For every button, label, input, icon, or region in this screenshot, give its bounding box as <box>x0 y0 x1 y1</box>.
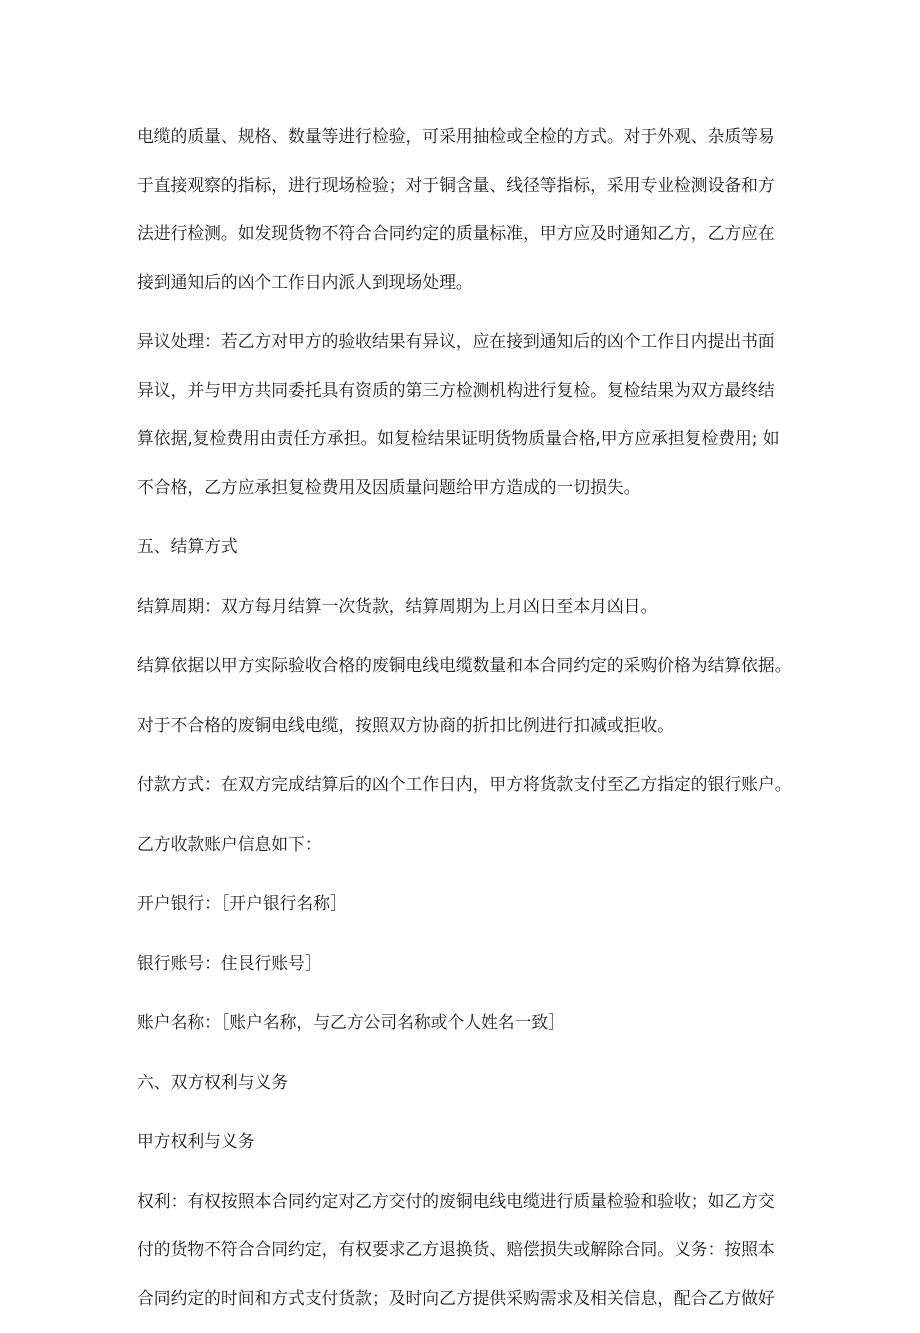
text-line: 电缆的质量、规格、数量等进行检验，可采用抽检或全检的方式。对于外观、杂质等易 <box>137 126 775 146</box>
text-line: 结算依据以甲方实际验收合格的废铜电线电缆数量和本合同约定的采购价格为结算依据。 <box>137 655 792 675</box>
settlement-basis-paragraph <box>137 641 797 690</box>
text-line: 算依据,复检费用由责任方承担。如复检结果证明货物质量合格,甲方应承担复检费用; 如 <box>137 428 780 448</box>
unqualified-goods-paragraph <box>137 701 797 750</box>
text-line: 法进行检测。如发现货物不符合合同约定的质量标准，甲方应及时通知乙方，乙方应在 <box>137 223 775 243</box>
text-line: 银行账号：住艮行账号］ <box>137 952 322 973</box>
document-body <box>137 112 797 1333</box>
bank-account-field <box>137 939 797 988</box>
settlement-period-paragraph <box>137 582 797 631</box>
party-a-rights-paragraph <box>137 1177 797 1323</box>
objection-paragraph <box>137 317 797 511</box>
section-heading-text: 五、结算方式 <box>137 536 238 556</box>
subheading-text: 甲方权利与义务 <box>137 1131 255 1151</box>
text-line: 合同约定的时间和方式支付货款；及时向乙方提供采购需求及相关信息，配合乙方做好 <box>137 1287 775 1308</box>
inspection-paragraph <box>137 112 797 306</box>
text-line: 结算周期：双方每月结算一次货款，结算周期为上月凶日至本月凶日。 <box>137 595 658 616</box>
text-line: 于直接观察的指标，进行现场检验；对于铜含量、线径等指标，采用专业检测设备和方 <box>137 174 775 195</box>
text-line: 不合格，乙方应承担复检费用及因质量问题给甲方造成的一切损失。 <box>137 476 641 497</box>
text-line: 付款方式：在双方完成结算后的凶个工作日内，甲方将货款支付至乙方指定的银行账户。 <box>137 774 792 794</box>
payment-method-paragraph <box>137 760 797 809</box>
text-line: 账户名称：［账户名称，与乙方公司名称或个人姓名一致］ <box>137 1012 565 1032</box>
section-heading-settlement <box>137 522 797 571</box>
text-line: 权利：有权按照本合同约定对乙方交付的废铜电线电缆进行质量检验和验收；如乙方交 <box>137 1190 775 1211</box>
account-info-intro <box>137 820 797 869</box>
account-name-field <box>137 998 797 1047</box>
text-line: 异议处理：若乙方对甲方的验收结果有异议，应在接到通知后的凶个工作日内提出书面 <box>137 331 775 351</box>
text-line: 异议，并与甲方共同委托具有资质的第三方检测机构进行复检。复检结果为双方最终结 <box>137 379 775 400</box>
text-line: 乙方收款账户信息如下： <box>137 833 322 854</box>
text-line: 对于不合格的废铜电线电缆，按照双方协商的折扣比例进行扣减或拒收。 <box>137 714 675 735</box>
text-line: 付的货物不符合合同约定，有权要求乙方退换货、赔偿损失或解除合同。义务：按照本 <box>137 1239 775 1259</box>
party-a-heading <box>137 1117 797 1166</box>
text-line: 开户银行：［开户银行名称］ <box>137 893 347 913</box>
section-heading-rights <box>137 1058 797 1107</box>
bank-name-field <box>137 879 797 928</box>
text-line: 接到通知后的凶个工作日内派人到现场处理。 <box>137 271 473 292</box>
section-heading-text: 六、双方权利与义务 <box>137 1071 289 1092</box>
